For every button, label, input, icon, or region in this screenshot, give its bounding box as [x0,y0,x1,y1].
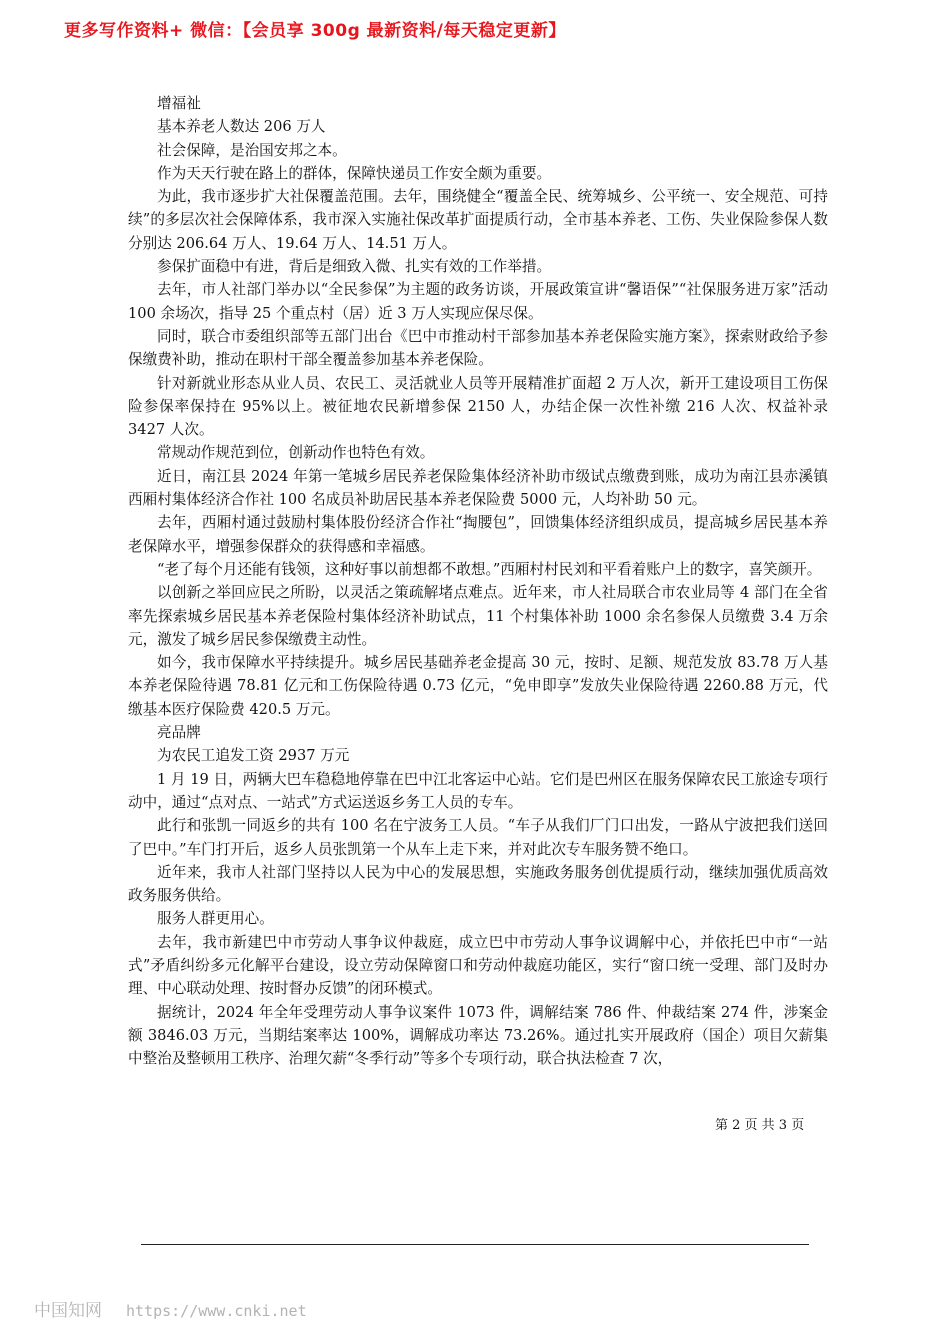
paragraph: 作为天天行驶在路上的群体，保障快递员工作安全颇为重要。 [157,164,552,182]
paragraph: 增福祉 [157,95,201,112]
paragraph: 社会保障，是治国安邦之本。 [157,141,347,159]
footer-divider [141,1244,809,1245]
paragraph: 亮品牌 [157,724,201,742]
paragraph: 常规动作规范到位，创新动作也特色有效。 [157,444,435,462]
paragraph: 此行和张凯一同返乡的共有 100 名在宁波务工人员。“车子从我们厂门口出发，一路从宁波把我们送回了巴中。”车门打开后，返乡人员张凯第一个从车上走下来，并对此次专车服务赞不绝口。 [128,817,828,858]
paragraph: 去年，西厢村通过鼓励村集体股份经济合作社“掏腰包”，回馈集体经济组织成员，提高城乡居民基本养老保障水平，增强参保群众的获得感和幸福感。 [128,514,828,555]
paragraph: 参保扩面稳中有进，背后是细致入微、扎实有效的工作举措。 [157,258,552,276]
paragraph: 近年来，我市人社部门坚持以人民为中心的发展思想，实施政务服务创优提质行动，继续加强优质高效政务服务供给。 [128,863,828,905]
paragraph: 以创新之举回应民之所盼，以灵活之策疏解堵点难点。近年来，市人社局联合市农业局等 4 部门在全省率先探索城乡居民基本养老保险村集体经济补助试点，11 个村集体补助 1000 余名参保人员缴费 3.4 万余元，激发了城乡居民参保缴费主动性。 [128,584,828,648]
paragraph: 基本养老人数达 206 万人 [157,118,326,136]
watermark [34,1296,307,1321]
paragraph: 近日，南江县 2024 年第一笔城乡居民养老保险集体经济补助市级试点缴费到账，成功为南江县赤溪镇西厢村集体经济合作社 100 名成员补助居民基本养老保险费 5000 元，人均补助 50 元。 [128,467,828,509]
watermark-site: 中国知网 [34,1301,102,1321]
paragraph: 服务人群更用心。 [157,910,274,928]
watermark-url: https://www.cnki.net [126,1302,307,1320]
paragraph: 1 月 19 日，两辆大巴车稳稳地停靠在巴中江北客运中心站。它们是巴州区在服务保障农民工旅途专项行动中，通过“点对点、一站式”方式运送返乡务工人员的专车。 [128,770,828,811]
promo-banner: 更多写作资料+ 微信：【会员享 300g 最新资料/每天稳定更新】 [64,21,566,41]
paragraph: 据统计，2024 年全年受理劳动人事争议案件 1073 件，调解结案 786 件、仲裁结案 274 件，涉案金额 3846.03 万元，当期结案率达 100%，调解成功率达 73.26%。通过扎实开展政府（国企）项目欠薪集中整治及整顿用工秩序、治理欠薪“冬季行动”等多个专项行动，联合执法检查 7 次， [128,1003,828,1068]
paragraph: 如今，我市保障水平持续提升。城乡居民基础养老金提高 30 元，按时、足额、规范发放 83.78 万人基本养老保险待遇 78.81 亿元和工伤保险待遇 0.73 亿元，“免申即享”发放失业保险待遇 2260.88 万元，代缴基本医疗保险费 420.5 万元。 [128,654,828,718]
paragraph: 为农民工追发工资 2937 万元 [157,747,350,765]
paragraph: 为此，我市逐步扩大社保覆盖范围。去年，围绕健全“覆盖全民、统筹城乡、公平统一、安全规范、可持续”的多层次社会保障体系，我市深入实施社保改革扩面提质行动，全市基本养老、工伤、失业保险参保人数分别达 206.64 万人、19.64 万人、14.51 万人。 [128,188,828,252]
paragraph: 针对新就业形态从业人员、农民工、灵活就业人员等开展精准扩面超 2 万人次，新开工建设项目工伤保险参保率保持在 95%以上。被征地农民新增参保 2150 人，办结企保一次性补缴 216 人次、权益补录 3427 人次。 [128,374,828,439]
paragraph: 去年，我市新建巴中市劳动人事争议仲裁庭，成立巴中市劳动人事争议调解中心，并依托巴中市“一站式”矛盾纠纷多元化解平台建设，设立劳动保障窗口和劳动仲裁庭功能区，实行“窗口统一受理、部门及时办理、中心联动处理、按时督办反馈”的闭环模式。 [128,933,828,998]
paragraph: 同时，联合市委组织部等五部门出台《巴中市推动村干部参加基本养老保险实施方案》，探索财政给予参保缴费补助，推动在职村干部全覆盖参加基本养老保险。 [128,327,828,369]
page-number: 第 2 页 共 3 页 [715,1118,805,1133]
paragraph: 去年，市人社部门举办以“全民参保”为主题的政务访谈，开展政策宣讲“馨语保”“社保服务进万家”活动 100 余场次，指导 25 个重点村（居）近 3 万人实现应保尽保。 [128,281,828,322]
paragraph: “老了每个月还能有钱领，这种好事以前想都不敢想。”西厢村村民刘和平看着账户上的数字，喜笑颜开。 [157,560,822,578]
article-body [128,92,828,1070]
